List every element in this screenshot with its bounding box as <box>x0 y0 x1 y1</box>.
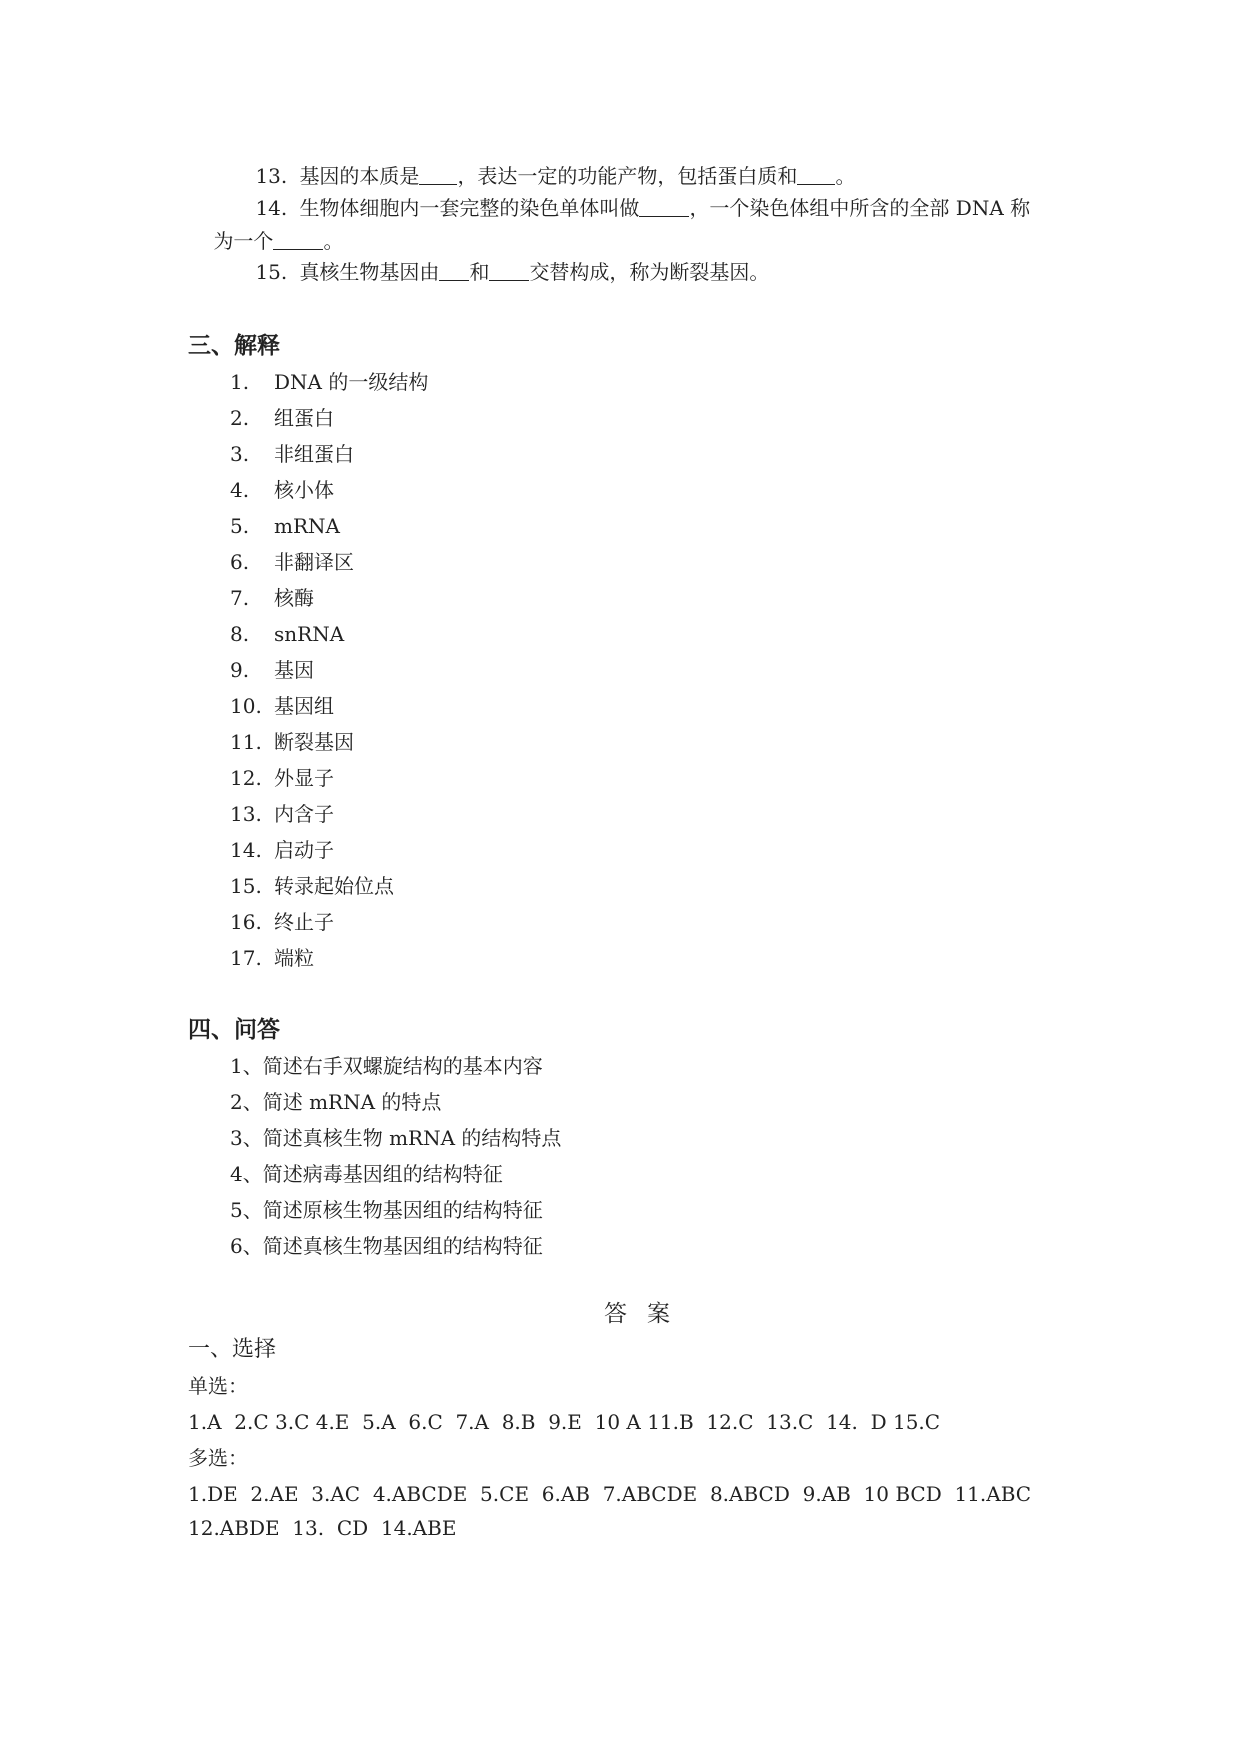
section-heading-explain: 三、解释 <box>188 332 280 359</box>
list-item: 16. 终止子 <box>230 910 334 934</box>
answer-blank <box>639 198 689 217</box>
single-choice-answers: 1.A 2.C 3.C 4.E 5.A 6.C 7.A 8.B 9.E 10 A 11.B 12.C 13.C 14. D 15.C <box>188 1410 941 1434</box>
list-item: 4. 核小体 <box>230 478 334 502</box>
list-item: 7. 核酶 <box>230 586 314 610</box>
list-item: 11. 断裂基因 <box>230 730 354 754</box>
question-item: 6、简述真核生物基因组的结构特征 <box>230 1234 543 1258</box>
list-item: 6. 非翻译区 <box>230 550 354 574</box>
answer-blank <box>489 262 529 281</box>
fill-question-14-continued: 为一个 。 <box>213 229 344 253</box>
question-item: 4、简述病毒基因组的结构特征 <box>230 1162 503 1186</box>
list-item: 17. 端粒 <box>230 946 314 970</box>
list-item: 14. 启动子 <box>230 838 334 862</box>
list-item: 10. 基因组 <box>230 694 334 718</box>
list-item: 15. 转录起始位点 <box>230 874 394 898</box>
fill-question-14: 14. 生物体细胞内一套完整的染色单体叫做 ，一个染色体组中所含的全部 DNA 称 <box>255 196 1031 220</box>
list-item: 9. 基因 <box>230 658 314 682</box>
question-item: 1、简述右手双螺旋结构的基本内容 <box>230 1054 543 1078</box>
answer-blank <box>439 262 469 281</box>
question-item: 3、简述真核生物 mRNA 的结构特点 <box>230 1126 562 1150</box>
multi-choice-label: 多选： <box>188 1446 248 1470</box>
section-heading-qa: 四、问答 <box>188 1016 280 1043</box>
list-item: 5. mRNA <box>230 514 340 538</box>
list-item: 3. 非组蛋白 <box>230 442 354 466</box>
list-item: 2. 组蛋白 <box>230 406 334 430</box>
answers-title: 答案 <box>604 1301 690 1327</box>
question-item: 5、简述原核生物基因组的结构特征 <box>230 1198 543 1222</box>
list-item: 1. DNA 的一级结构 <box>230 370 429 394</box>
multi-choice-answers: 1.DE 2.AE 3.AC 4.ABCDE 5.CE 6.AB 7.ABCDE 8.ABCD 9.AB 10 BCD 11.ABC <box>188 1482 1032 1506</box>
single-choice-label: 单选： <box>188 1374 248 1398</box>
fill-question-13: 13. 基因的本质是 ，表达一定的功能产物，包括蛋白质和 。 <box>255 164 856 188</box>
question-item: 2、简述 mRNA 的特点 <box>230 1090 442 1114</box>
list-item: 12. 外显子 <box>230 766 334 790</box>
multi-choice-answers-continued: 12.ABDE 13. CD 14.ABE <box>188 1516 457 1540</box>
answers-section-choice: 一、选择 <box>188 1337 277 1362</box>
fill-question-15: 15. 真核生物基因由 和 交替构成，称为断裂基因。 <box>255 260 770 284</box>
list-item: 13. 内含子 <box>230 802 334 826</box>
list-item: 8. snRNA <box>230 622 345 646</box>
